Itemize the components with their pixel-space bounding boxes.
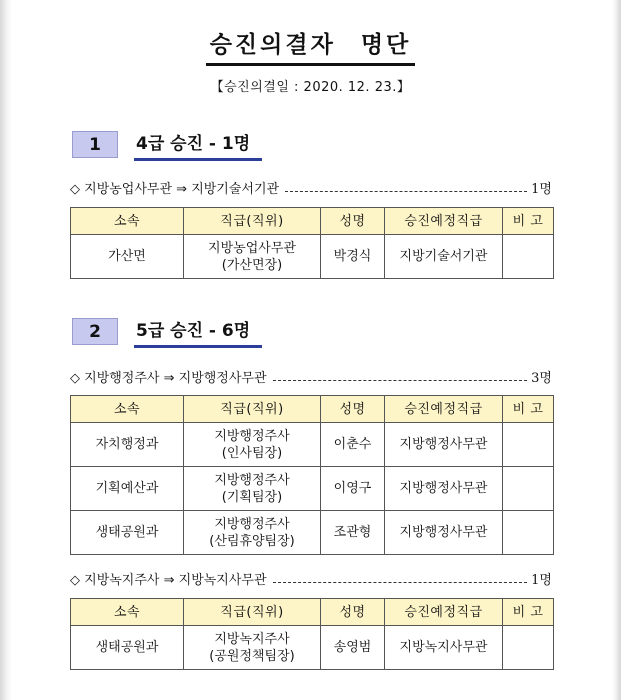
leader-dashes bbox=[285, 191, 527, 192]
target-rank-cell: 지방행정사무관 bbox=[385, 511, 503, 555]
leader-dashes bbox=[273, 380, 528, 381]
rank-cell bbox=[184, 235, 321, 279]
group-count: 1명 bbox=[531, 573, 552, 588]
page-edge-shadow-left bbox=[0, 0, 12, 700]
group-label: ◇ 지방농업사무관 ⇒ 지방기술서기관 bbox=[70, 182, 280, 197]
note-cell bbox=[503, 423, 554, 467]
target-rank-cell: 지방기술서기관 bbox=[385, 235, 503, 279]
table-row bbox=[71, 511, 554, 555]
rank-cell bbox=[184, 467, 321, 511]
group-line bbox=[70, 369, 552, 389]
col-header: 성명 bbox=[321, 599, 385, 626]
name-cell: 박경식 bbox=[321, 235, 385, 279]
group-count: 3명 bbox=[531, 371, 552, 386]
page-edge-shadow-right bbox=[611, 0, 621, 700]
dept-cell: 가산면 bbox=[71, 235, 184, 279]
group-label: ◇ 지방행정주사 ⇒ 지방행정사무관 bbox=[70, 371, 267, 386]
section-title: 4급 승진 - 1명 bbox=[134, 131, 262, 161]
col-header: 비 고 bbox=[503, 396, 554, 423]
rank-title: 지방행정주사 bbox=[214, 516, 290, 532]
position-title: (산림휴양팀장) bbox=[209, 533, 295, 549]
name-cell: 송영범 bbox=[321, 626, 385, 670]
document-title: 승진의결자 명단 bbox=[206, 26, 416, 66]
col-header: 소속 bbox=[71, 396, 184, 423]
group-count: 1명 bbox=[531, 182, 552, 197]
col-header: 소속 bbox=[71, 599, 184, 626]
leader-dashes bbox=[273, 582, 528, 583]
col-header: 승진예정직급 bbox=[385, 208, 503, 235]
name-cell: 이춘수 bbox=[321, 423, 385, 467]
rank-title: 지방행정주사 bbox=[214, 472, 290, 488]
col-header: 소속 bbox=[71, 208, 184, 235]
position-title: (공원정책팀장) bbox=[209, 648, 295, 664]
col-header: 직급(직위) bbox=[184, 208, 321, 235]
table-row bbox=[71, 467, 554, 511]
note-cell bbox=[503, 511, 554, 555]
rank-cell bbox=[184, 423, 321, 467]
note-cell bbox=[503, 626, 554, 670]
table-row bbox=[71, 423, 554, 467]
note-cell bbox=[503, 235, 554, 279]
col-header: 성명 bbox=[321, 208, 385, 235]
section-number: 1 bbox=[72, 131, 118, 158]
col-header: 성명 bbox=[321, 396, 385, 423]
promotion-table bbox=[70, 598, 554, 670]
table-row bbox=[71, 235, 554, 279]
col-header: 비 고 bbox=[503, 599, 554, 626]
col-header: 승진예정직급 bbox=[385, 599, 503, 626]
rank-title: 지방농업사무관 bbox=[208, 240, 296, 256]
dept-cell: 기획예산과 bbox=[71, 467, 184, 511]
table-header-row bbox=[71, 396, 554, 423]
col-header: 직급(직위) bbox=[184, 599, 321, 626]
position-title: (인사팀장) bbox=[221, 445, 283, 461]
target-rank-cell: 지방행정사무관 bbox=[385, 423, 503, 467]
group-label: ◇ 지방녹지주사 ⇒ 지방녹지사무관 bbox=[70, 573, 267, 588]
dept-cell: 자치행정과 bbox=[71, 423, 184, 467]
target-rank-cell: 지방녹지사무관 bbox=[385, 626, 503, 670]
promotion-table bbox=[70, 395, 554, 555]
rank-cell bbox=[184, 511, 321, 555]
title-wrap bbox=[0, 26, 621, 66]
target-rank-cell: 지방행정사무관 bbox=[385, 467, 503, 511]
promotion-table bbox=[70, 207, 554, 279]
rank-title: 지방행정주사 bbox=[214, 428, 290, 444]
note-cell bbox=[503, 467, 554, 511]
group-line bbox=[70, 180, 552, 200]
col-header: 승진예정직급 bbox=[385, 396, 503, 423]
rank-cell bbox=[184, 626, 321, 670]
name-cell: 조관형 bbox=[321, 511, 385, 555]
dept-cell: 생태공원과 bbox=[71, 626, 184, 670]
table-row bbox=[71, 626, 554, 670]
decision-date: 【승진의결일 : 2020. 12. 23.】 bbox=[210, 80, 411, 95]
group-line bbox=[70, 571, 552, 591]
table-header-row bbox=[71, 208, 554, 235]
position-title: (기획팀장) bbox=[221, 489, 283, 505]
section-number: 2 bbox=[72, 318, 118, 345]
rank-title: 지방녹지주사 bbox=[214, 631, 290, 647]
table-header-row bbox=[71, 599, 554, 626]
name-cell: 이영구 bbox=[321, 467, 385, 511]
col-header: 직급(직위) bbox=[184, 396, 321, 423]
position-title: (가산면장) bbox=[221, 257, 283, 273]
dept-cell: 생태공원과 bbox=[71, 511, 184, 555]
section-title: 5급 승진 - 6명 bbox=[134, 318, 262, 348]
col-header: 비 고 bbox=[503, 208, 554, 235]
